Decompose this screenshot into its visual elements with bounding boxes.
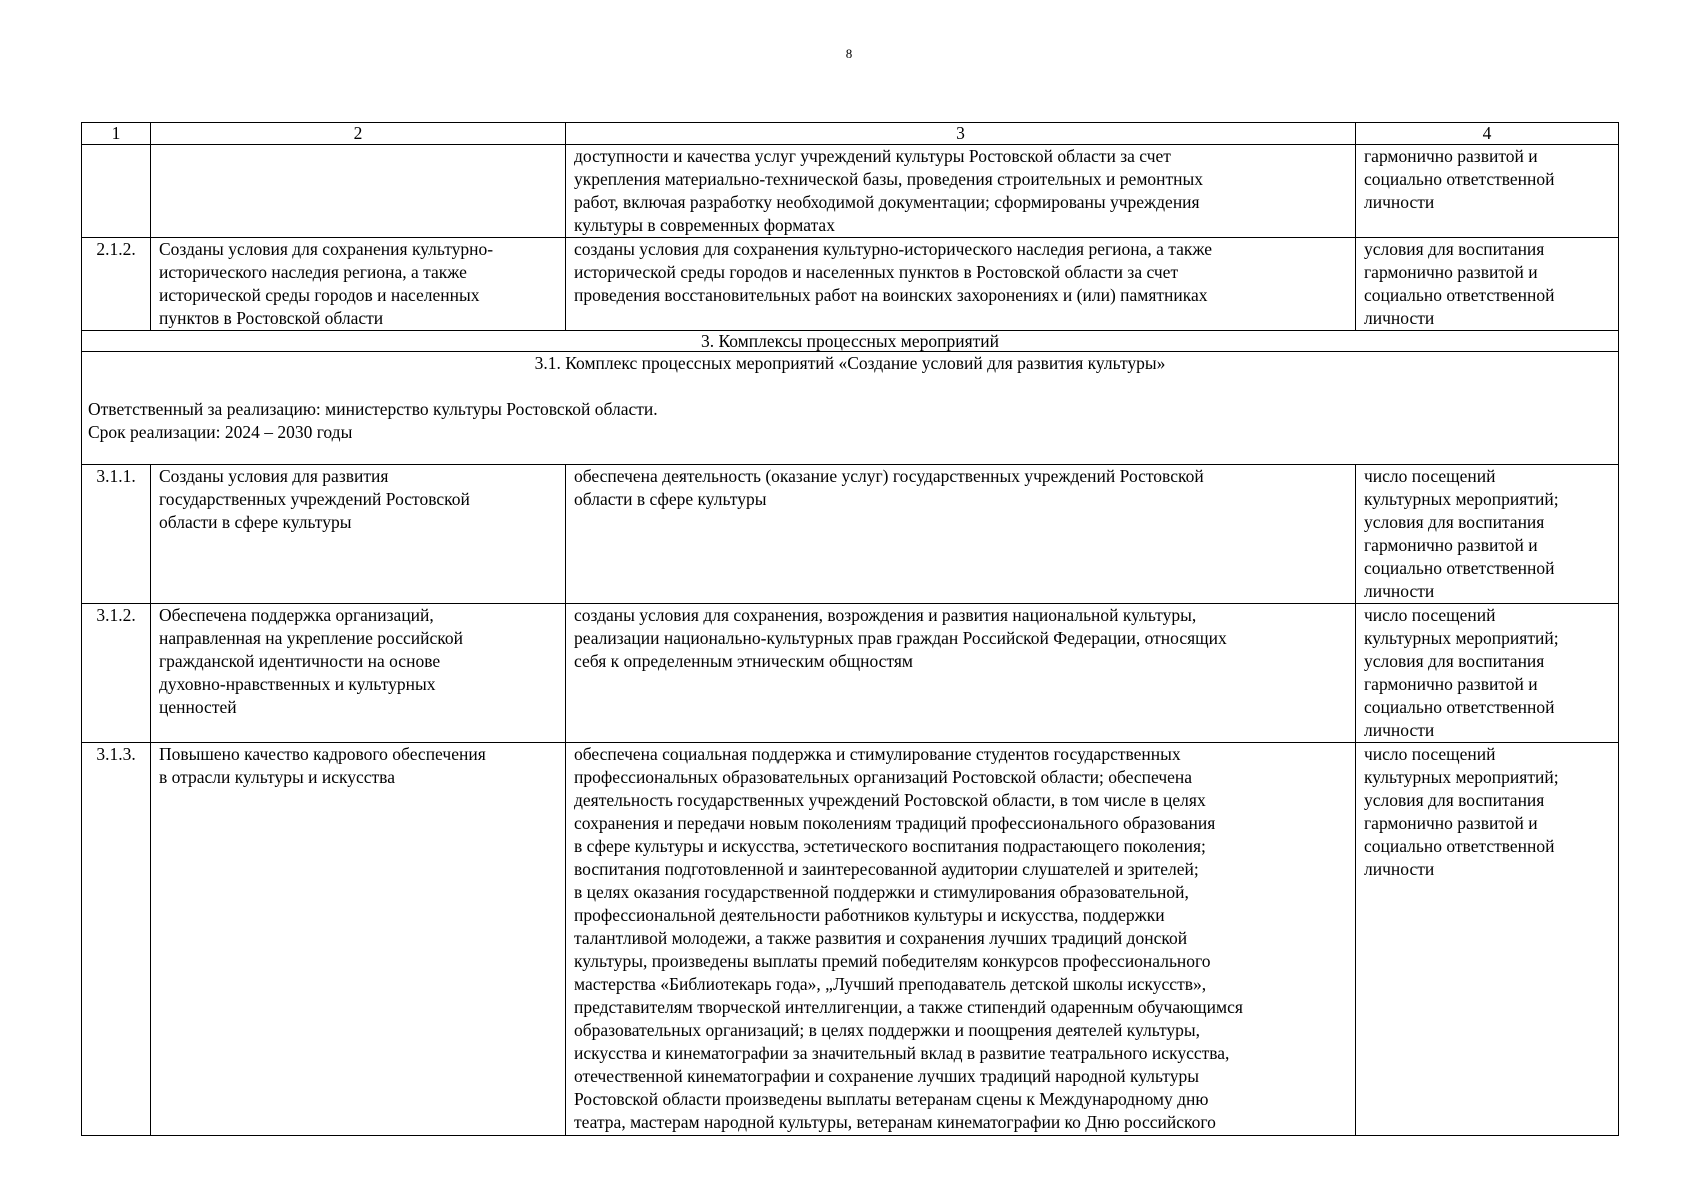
text-line: Созданы условия для развития: [159, 466, 389, 486]
row-number: 3.1.2.: [82, 604, 151, 743]
text-line: личности: [1364, 192, 1435, 212]
row-indicator: [1356, 465, 1619, 604]
text-line: Повышено качество кадрового обеспечения: [159, 744, 486, 764]
text-line: профессиональной деятельности работников культуры и искусства, поддержки: [574, 905, 1165, 925]
row-indicator: [1356, 604, 1619, 743]
complex-heading: [82, 352, 1619, 465]
row-number: 3.1.3.: [82, 743, 151, 1136]
section-heading: 3. Комплексы процессных мероприятий: [82, 331, 1619, 352]
text-line: условия для воспитания: [1364, 512, 1545, 532]
text-line: мастерства «Библиотекарь года», „Лучший преподаватель детской школы искусств»,: [574, 974, 1207, 994]
text-line: социально ответственной: [1364, 558, 1555, 578]
text-line: работ, включая разработку необходимой документации; сформированы учреждения: [574, 192, 1200, 212]
text-line: воспитания подготовленной и заинтересованной аудитории слушателей и зрителей;: [574, 859, 1199, 879]
header-col-3: 3: [566, 123, 1356, 145]
text-line: обеспечена социальная поддержка и стимулирование студентов государственных: [574, 744, 1181, 764]
text-line: гармонично развитой и: [1364, 674, 1538, 694]
text-line: представителям творческой интеллигенции, а также стипендий одаренным обучающимся: [574, 997, 1243, 1017]
text-line: области в сфере культуры: [159, 512, 352, 532]
text-line: доступности и качества услуг учреждений культуры Ростовской области за счет: [574, 146, 1171, 166]
complex-term: Срок реализации: 2024 – 2030 годы: [88, 422, 353, 442]
text-line: духовно-нравственных и культурных: [159, 674, 436, 694]
text-line: личности: [1364, 720, 1435, 740]
row-task: [151, 604, 566, 743]
text-line: обеспечена деятельность (оказание услуг) государственных учреждений Ростовской: [574, 466, 1204, 486]
text-line: профессиональных образовательных организаций Ростовской области; обеспечена: [574, 767, 1193, 787]
row-task: [151, 238, 566, 331]
text-line: условия для воспитания: [1364, 790, 1545, 810]
row-description: [566, 145, 1356, 238]
text-line: созданы условия для сохранения культурно-исторического наследия региона, а также: [574, 239, 1213, 259]
text-line: социально ответственной: [1364, 836, 1555, 856]
table-row-continuation: [82, 145, 1619, 238]
text-line: социально ответственной: [1364, 697, 1555, 717]
text-line: гармонично развитой и: [1364, 262, 1538, 282]
table-row-3-1-3: [82, 743, 1619, 1136]
row-number: 2.1.2.: [82, 238, 151, 331]
text-line: сохранения и передачи новым поколениям традиций профессионального образования: [574, 813, 1216, 833]
text-line: Созданы условия для сохранения культурно-: [159, 239, 494, 259]
header-col-2: 2: [151, 123, 566, 145]
row-indicator: [1356, 743, 1619, 1136]
text-line: условия для воспитания: [1364, 239, 1545, 259]
text-line: гармонично развитой и: [1364, 146, 1538, 166]
text-line: гармонично развитой и: [1364, 535, 1538, 555]
text-line: личности: [1364, 581, 1435, 601]
table-row-2-1-2: [82, 238, 1619, 331]
text-line: культурных мероприятий;: [1364, 767, 1559, 787]
text-line: в целях оказания государственной поддержки и стимулирования образовательной,: [574, 882, 1189, 902]
text-line: искусства и кинематографии за значительный вклад в развитие театрального искусства,: [574, 1043, 1230, 1063]
header-col-4: 4: [1356, 123, 1619, 145]
text-line: исторического наследия региона, а также: [159, 262, 467, 282]
complex-heading-row: [82, 352, 1619, 465]
text-line: отечественной кинематографии и сохранение лучших традиций народной культуры: [574, 1066, 1199, 1086]
text-line: условия для воспитания: [1364, 651, 1545, 671]
complex-responsible: Ответственный за реализацию: министерство культуры Ростовской области.: [88, 399, 658, 419]
text-line: культурных мероприятий;: [1364, 489, 1559, 509]
row-description: [566, 743, 1356, 1136]
text-line: в сфере культуры и искусства, эстетического воспитания подрастающего поколения;: [574, 836, 1206, 856]
text-line: направленная на укрепление российской: [159, 628, 463, 648]
text-line: гражданской идентичности на основе: [159, 651, 441, 671]
text-line: области в сфере культуры: [574, 489, 767, 509]
measures-table: [81, 122, 1619, 1136]
text-line: гармонично развитой и: [1364, 813, 1538, 833]
text-line: культурных мероприятий;: [1364, 628, 1559, 648]
table-row-3-1-2: [82, 604, 1619, 743]
text-line: исторической среды городов и населенных пунктов в Ростовской области за счет: [574, 262, 1179, 282]
text-line: пунктов в Ростовской области: [159, 308, 384, 328]
text-line: проведения восстановительных работ на воинских захоронениях и (или) памятниках: [574, 285, 1208, 305]
section-heading-row: [82, 331, 1619, 352]
text-line: число посещений: [1364, 605, 1496, 625]
text-line: талантливой молодежи, а также развития и сохранения лучших традиций донской: [574, 928, 1188, 948]
text-line: число посещений: [1364, 466, 1496, 486]
text-line: личности: [1364, 859, 1435, 879]
complex-title: 3.1. Комплекс процессных мероприятий «Создание условий для развития культуры»: [534, 353, 1166, 373]
row-task: [151, 465, 566, 604]
row-indicator: [1356, 238, 1619, 331]
text-line: число посещений: [1364, 744, 1496, 764]
row-description: [566, 604, 1356, 743]
text-line: культуры, произведены выплаты премий победителям конкурсов профессионального: [574, 951, 1211, 971]
text-line: личности: [1364, 308, 1435, 328]
row-indicator: [1356, 145, 1619, 238]
text-line: социально ответственной: [1364, 169, 1555, 189]
row-description: [566, 238, 1356, 331]
text-line: себя к определенным этническим общностям: [574, 651, 913, 671]
text-line: деятельность государственных учреждений Ростовской области, в том числе в целях: [574, 790, 1206, 810]
table-header-row: [82, 123, 1619, 145]
text-line: созданы условия для сохранения, возрождения и развития национальной культуры,: [574, 605, 1197, 625]
table-row-3-1-1: [82, 465, 1619, 604]
text-line: реализации национально-культурных прав граждан Российской Федерации, относящих: [574, 628, 1227, 648]
header-col-1: 1: [82, 123, 151, 145]
row-number: [82, 145, 151, 238]
row-description: [566, 465, 1356, 604]
row-task: [151, 145, 566, 238]
text-line: укрепления материально-технической базы, проведения строительных и ремонтных: [574, 169, 1204, 189]
text-line: образовательных организаций; в целях поддержки и поощрения деятелей культуры,: [574, 1020, 1201, 1040]
text-line: социально ответственной: [1364, 285, 1555, 305]
text-line: культуры в современных форматах: [574, 215, 835, 235]
row-task: [151, 743, 566, 1136]
text-line: исторической среды городов и населенных: [159, 285, 480, 305]
text-line: Ростовской области произведены выплаты ветеранам сцены к Международному дню: [574, 1089, 1209, 1109]
text-line: ценностей: [159, 697, 237, 717]
text-line: государственных учреждений Ростовской: [159, 489, 470, 509]
row-number: 3.1.1.: [82, 465, 151, 604]
text-line: театра, мастерам народной культуры, ветеранам кинематографии ко Дню российского: [574, 1112, 1216, 1132]
text-line: в отрасли культуры и искусства: [159, 767, 395, 787]
page-number: 8: [845, 46, 853, 61]
text-line: Обеспечена поддержка организаций,: [159, 605, 434, 625]
